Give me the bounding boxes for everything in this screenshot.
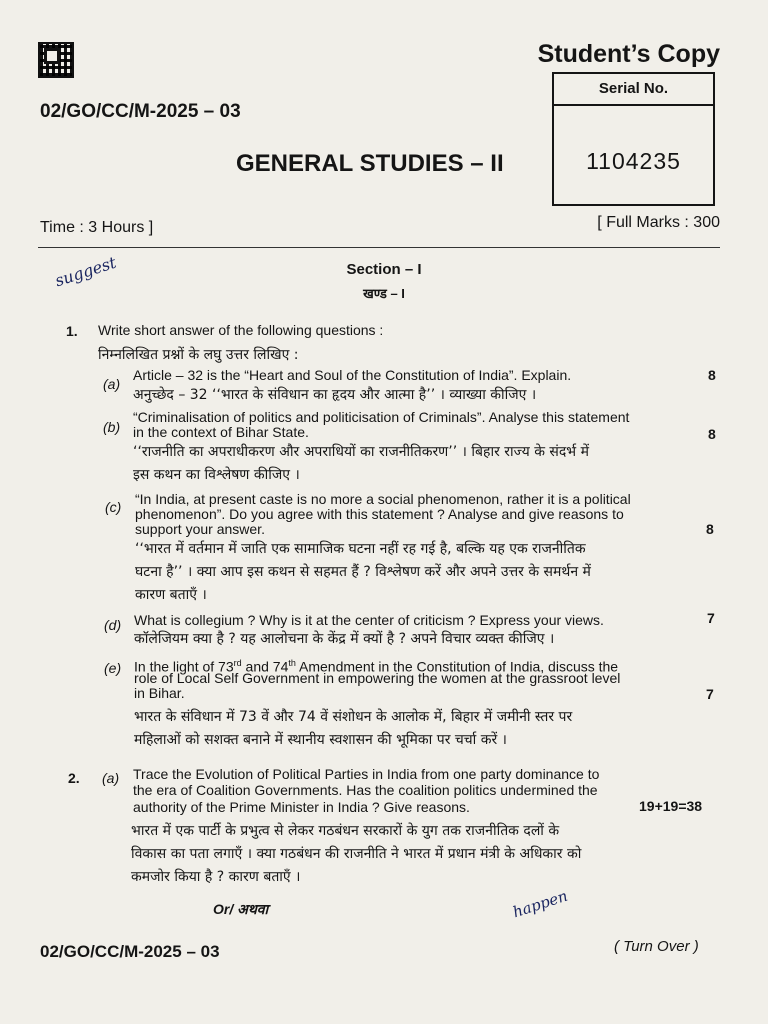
full-marks: [ Full Marks : 300 [597, 214, 720, 231]
q1b-label: (b) [103, 419, 121, 435]
q1c-hi-2: घटना है’’ । क्या आप इस कथन से सहमत हैं ? विश्लेषण करें और अपने उत्तर के समर्थन में [135, 564, 591, 580]
handwritten-note: happen [510, 886, 570, 922]
question-1-en: Write short answer of the following questions : [98, 322, 384, 338]
q1c-hi-1: ‘‘भारत में वर्तमान में जाति एक सामाजिक घटना नहीं रह गई है, बल्कि यह एक राजनीतिक [135, 541, 586, 557]
question-1-hi: निम्नलिखित प्रश्नों के लघु उत्तर लिखिए : [98, 347, 299, 363]
q2a-label: (a) [102, 770, 120, 786]
serial-label: Serial No. [554, 74, 713, 106]
q1b-en-1: “Criminalisation of politics and politicisation of Criminals”. Analyse this statement [133, 409, 630, 425]
section-title-en: Section – I [346, 261, 422, 278]
q2a-hi-1: भारत में एक पार्टी के प्रभुत्व से लेकर गठबंधन सरकारों के युग तक राजनीतिक दलों के [131, 823, 560, 839]
q1e-label: (e) [104, 660, 122, 676]
turn-over-label: ( Turn Over ) [614, 938, 699, 955]
qr-code-icon [38, 42, 74, 78]
q1e-hi-1: भारत के संविधान में 73 वें और 74 वें संशोधन के आलोक में, बिहार में जमीनी स्तर पर [134, 709, 573, 725]
q1d-marks: 7 [707, 610, 715, 626]
q1b-hi-2: इस कथन का विश्लेषण कीजिए । [133, 467, 300, 483]
q2a-en-3: authority of the Prime Minister in India ? Give reasons. [133, 799, 470, 815]
q1e-en-2: role of Local Self Government in empowering the women at the grassroot level [134, 670, 621, 686]
q1e-hi-2: महिलाओं को सशक्त बनाने में स्थानीय स्वशासन की भूमिका पर चर्चा करें । [134, 732, 507, 748]
q1d-en: What is collegium ? Why is it at the center of criticism ? Express your views. [134, 612, 604, 628]
q1e-en-1: In the light of 73rd and 74th Amendment in the Constitution of India, discuss the [134, 658, 619, 675]
q2a-hi-2: विकास का पता लगाएँ । क्या गठबंधन की राजनीति ने भारत में प्रधान मंत्री के अधिकार को [131, 846, 582, 862]
q2a-hi-3: कमजोर किया है ? कारण बताएँ । [131, 869, 301, 885]
q2a-marks: 19+19=38 [639, 798, 703, 814]
q2a-en-1: Trace the Evolution of Political Parties in India from one party dominance to [133, 766, 600, 782]
q1a-marks: 8 [708, 367, 716, 383]
serial-number: 1104235 [586, 148, 681, 174]
q1d-hi: कॉलेजियम क्या है ? यह आलोचना के केंद्र में क्यों है ? अपने विचार व्यक्त कीजिए । [134, 631, 555, 647]
footer-paper-code: 02/GO/CC/M-2025 – 03 [40, 942, 220, 961]
q1a-label: (a) [103, 376, 121, 392]
time-allowed: Time : 3 Hours ] [40, 219, 154, 236]
q1e-en-3: in Bihar. [134, 685, 185, 701]
q1c-hi-3: कारण बताएँ । [135, 587, 207, 603]
students-copy-label: Student’s Copy [537, 40, 720, 68]
q1a-en: Article – 32 is the “Heart and Soul of the Constitution of India”. Explain. [133, 367, 572, 383]
q2a-en-2: the era of Coalition Governments. Has the coalition politics undermined the [133, 782, 598, 798]
q1b-en-2: in the context of Bihar State. [133, 424, 309, 440]
q1b-marks: 8 [708, 426, 716, 442]
or-separator: Or/ अथवा [213, 901, 269, 917]
question-1-number: 1. [66, 323, 78, 339]
q1e-marks: 7 [706, 686, 714, 702]
q1a-hi: अनुच्छेद – 32 ‘‘भारत के संविधान का हृदय और आत्मा है’’ । व्याख्या कीजिए । [133, 387, 537, 403]
paper-code: 02/GO/CC/M-2025 – 03 [40, 101, 241, 122]
q1c-label: (c) [105, 499, 122, 515]
serial-number-box [552, 72, 715, 206]
header-divider [38, 247, 720, 248]
handwritten-note: suggest [52, 252, 119, 291]
q1c-en-3: support your answer. [135, 521, 265, 537]
question-2-number: 2. [68, 770, 80, 786]
q1c-en-1: “In India, at present caste is no more a social phenomenon, rather it is a political [135, 491, 631, 507]
q1c-marks: 8 [706, 521, 714, 537]
q1c-en-2: phenomenon”. Do you agree with this statement ? Analyse and give reasons to [135, 506, 624, 522]
q1b-hi-1: ‘‘राजनीति का अपराधीकरण और अपराधियों का राजनीतिकरण’’ । बिहार राज्य के संदर्भ में [133, 444, 589, 460]
paper-title: GENERAL STUDIES – II [236, 150, 504, 177]
q1d-label: (d) [104, 617, 122, 633]
section-title-hi: खण्ड – I [363, 286, 405, 301]
